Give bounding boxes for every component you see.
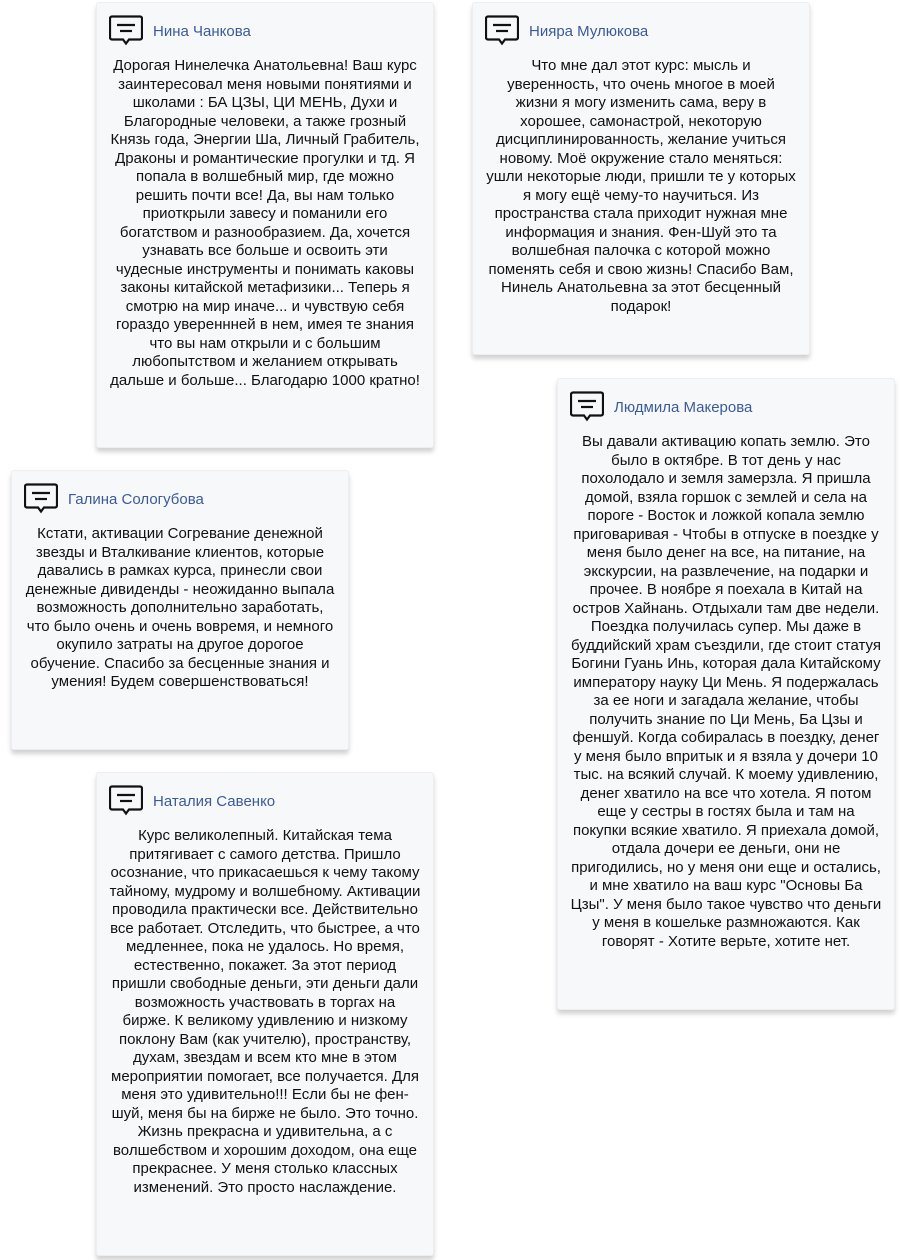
- review-header: [485, 15, 797, 47]
- message-icon: [24, 483, 58, 515]
- review-author: Наталия Савенко: [153, 792, 276, 810]
- review-text: Кстати, активации Согревание денежной звезды и Вталкивание клиентов, которые давались в рамках курса, принесли свои денежные дивиденды - неожиданно выпала возможность дополнительно заработать, что было очень и очень вовремя, и немного окупило затраты на другое дорогое обучение. Спасибо за бесценные знания и умения! Будем совершенствоваться!: [25, 525, 335, 690]
- message-icon: [109, 15, 143, 47]
- review-card: [557, 378, 895, 1010]
- review-header: [109, 15, 421, 47]
- review-author: Людмила Макерова: [614, 398, 753, 416]
- review-header: [24, 483, 336, 515]
- message-icon: [109, 785, 143, 817]
- message-icon: [485, 15, 519, 47]
- review-text: Курс великолепный. Китайская тема притягивает с самого детства. Пришло осознание, что прикасаешься к чему такому тайному, мудрому и волшебному. Активации проводила практически все. Действительно все работает. Отследить, что быстрее, а что медленнее, пока не удалось. Но время, естественно, покажет. За этот период пришли свободные деньги, эти деньги дали возможность участвовать в торгах на бирже. К великому удивлению и низкому поклону Вам (как учителю), пространству, духам, звездам и всем кто мне в этом мероприятии помогает, все получается. Для меня это удивительно!!! Если бы не фен-шуй, меня бы на бирже не было. Это точно. Жизнь прекрасна и удивительна, а с волшебством и хорошим доходом, она еще прекраснее. У меня столько классных изменений. Это просто наслаждение.: [109, 827, 421, 1196]
- review-text: Что мне дал этот курс: мысль и уверенность, что очень многое в моей жизни я могу изменить сама, веру в хорошее, самонастрой, некоторую дисциплинированность, желание учиться новому. Моё окружение стало меняться: ушли некоторые люди, пришли те у которых я могу ещё чему-то научиться. Из пространства стала приходит нужная мне информация и знания. Фен-Шуй это та волшебная палочка с которой можно поменять себя и свою жизнь! Спасибо Вам, Нинель Анатольевна за этот бесценный подарок!: [486, 57, 796, 315]
- review-author: Нина Чанкова: [153, 22, 251, 40]
- review-card: [96, 2, 434, 448]
- review-text: Вы давали активацию копать землю. Это было в октябре. В тот день у нас похолодало и земля замерзла. Я пришла домой, взяла горшок с землей и села на пороге - Восток и ложкой копала землю приговаривая - Чтобы в отпуске в поездке у меня было денег на все, на питание, на экскурсии, на развлечение, на подарки и прочее. В ноябре я поехала в Китай на остров Хайнань. Отдыхали там две недели. Поездка получилась супер. Мы даже в буддийский храм съездили, где стоит статуя Богини Гуань Инь, которая дала Китайскому императору науку Ци Мень. Я подержалась за ее ноги и загадала желание, чтобы получить знание по Ци Мень, Ба Цзы и феншуй. Когда собиралась в поездку, денег у меня было впритык и я взяла у дочери 10 тыс. на всякий случай. К моему удивлению, денег хватило на все что хотела. Я потом еще у сестры в гостях была и там на покупки всякие хватило. Я приехала домой, отдала дочери ее деньги, они не пригодились, но у меня они еще и остались, и мне хватило на ваш курс "Основы Ба Цзы". У меня было такое чувство что деньги у меня в кошельке размножаются. Как говорят - Хотите верьте, хотите нет.: [570, 433, 882, 950]
- review-header: [109, 785, 421, 817]
- review-author: Галина Сологубова: [68, 490, 204, 508]
- review-card: [472, 2, 810, 355]
- message-icon: [570, 391, 604, 423]
- review-text: Дорогая Нинелечка Анатольевна! Ваш курс заинтересовал меня новыми понятиями и школами : БА ЦЗЫ, ЦИ МЕНЬ, Духи и Благородные человеки, а также грозный Князь года, Энергии Ша, Личный Грабитель, Драконы и романтические прогулки и тд. Я попала в волшебный мир, где можно решить почти все! Да, вы нам только приоткрыли завесу и поманили его богатством и разнообразием. Да, хочется узнавать все больше и освоить эти чудесные инструменты и понимать каковы законы китайской метафизики... Теперь я смотрю на мир иначе... и чувствую себя гораздо увереннней в нем, имея те знания что вы нам открыли и с большим любопытством и желанием открывать дальше и больше... Благодарю 1000 кратно!: [110, 57, 420, 389]
- review-author: Нияра Мулюкова: [529, 22, 649, 40]
- review-card: [11, 470, 349, 750]
- review-card: [96, 772, 434, 1256]
- review-header: [570, 391, 882, 423]
